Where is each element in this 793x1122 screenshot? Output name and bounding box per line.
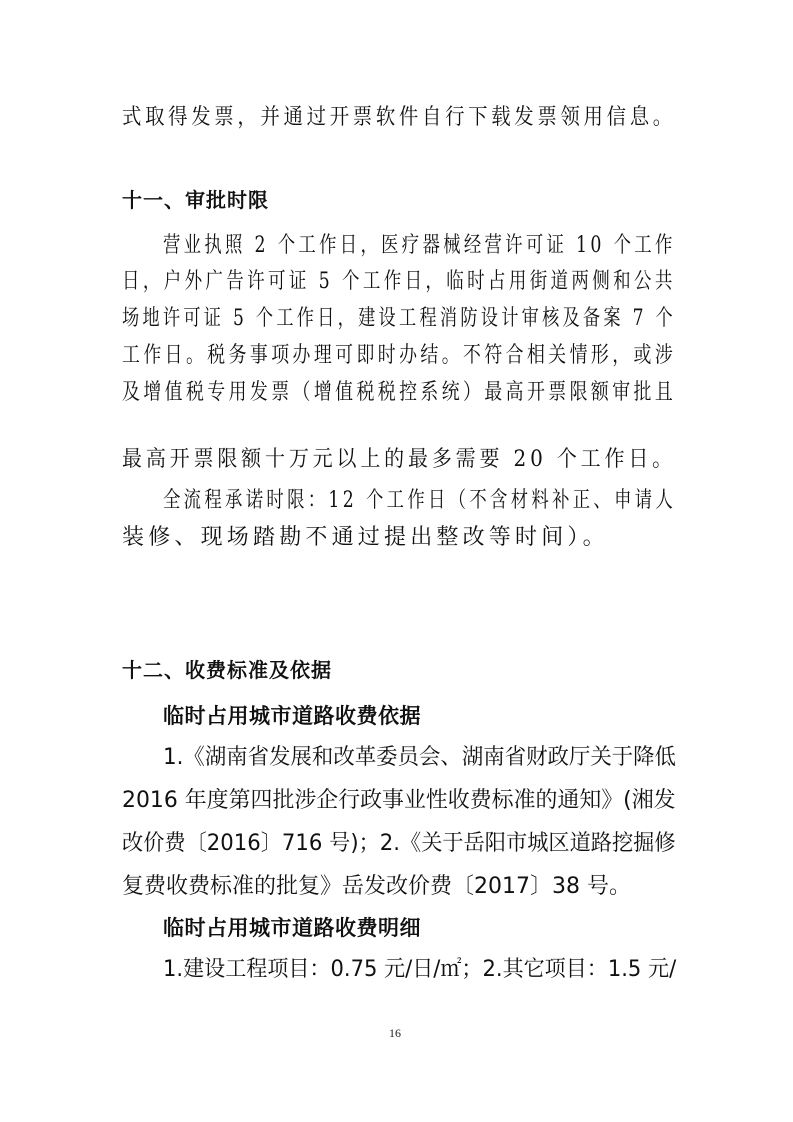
section-heading-fee-standards: 十二、收费标准及依据 [122, 658, 332, 682]
body-text-line: 日，户外广告许可证 5 个工作日，临时占用街道两侧和公共 [122, 269, 676, 294]
subheading-fee-basis: 临时占用城市道路收费依据 [163, 704, 421, 728]
body-text-line: 最高开票限额十万元以上的最多需要 20 个工作日。 [122, 447, 676, 472]
body-text-line: 2016 年度第四批涉企行政事业性收费标准的通知》(湘发 [122, 788, 676, 813]
body-text-line: 全流程承诺时限：12 个工作日（不含材料补正、申请人 [163, 488, 677, 513]
body-text-line: 营业执照 2 个工作日，医疗器械经营许可证 10 个工作 [163, 233, 676, 258]
section-heading-approval-time-limit: 十一、审批时限 [122, 188, 269, 212]
body-text-line: 1.建设工程项目：0.75 元/日/㎡；2.其它项目：1.5 元/ [163, 957, 677, 982]
subheading-fee-details: 临时占用城市道路收费明细 [163, 916, 421, 940]
body-text-line: 改价费〔2016〕716 号)；2.《关于岳阳市城区道路挖掘修 [122, 831, 676, 856]
body-text-line: 复费收费标准的批复》岳发改价费〔2017〕38 号。 [122, 874, 631, 899]
body-text-line: 1.《湖南省发展和改革委员会、湖南省财政厅关于降低 [163, 745, 676, 770]
body-text-line: 装修、现场踏勘不通过提出整改等时间）。 [122, 525, 609, 550]
body-text-line: 场地许可证 5 个工作日，建设工程消防设计审核及备案 7 个 [122, 306, 676, 331]
body-text-line: 及增值税专用发票（增值税税控系统）最高开票限额审批且 [122, 380, 677, 405]
body-text-line: 工作日。税务事项办理可即时办结。不符合相关情形，或涉 [122, 343, 677, 368]
body-text-line: 式取得发票，并通过开票软件自行下载发票领用信息。 [122, 105, 676, 130]
page-number: 16 [389, 1026, 401, 1040]
